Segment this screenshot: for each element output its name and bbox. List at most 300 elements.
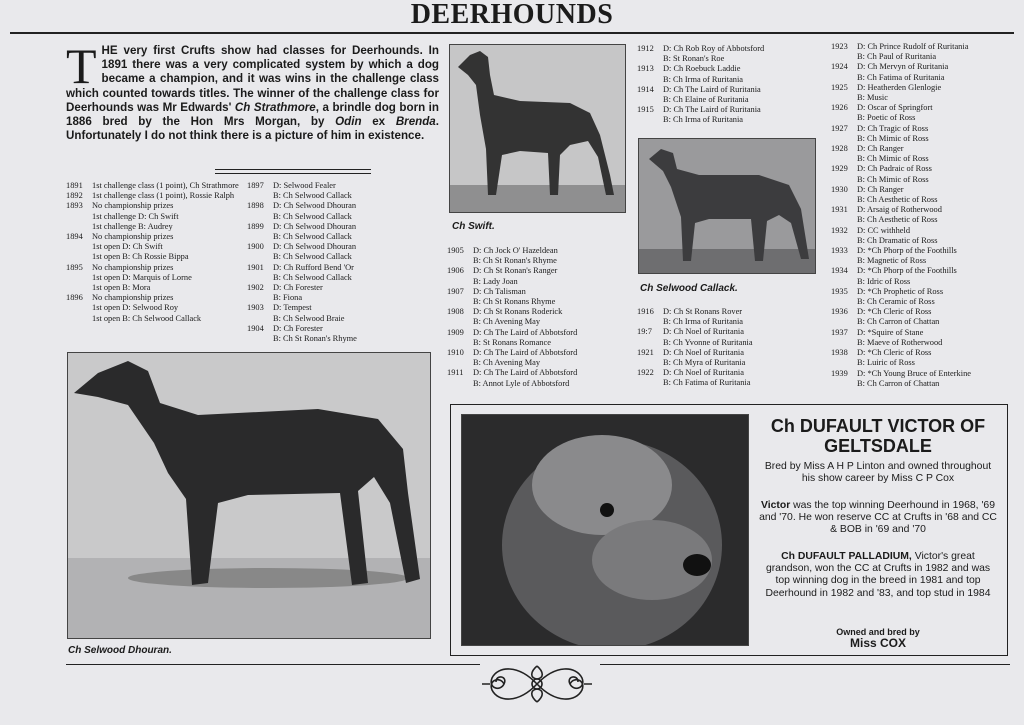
- result-year: 1902: [247, 283, 264, 293]
- result-entry: [447, 297, 627, 307]
- caption-ch-selwood-dhouran: Ch Selwood Dhouran.: [68, 645, 172, 656]
- result-year: 1898: [247, 201, 264, 211]
- result-entry: [447, 379, 627, 389]
- result-text: D: *Ch Prophetic of Ross: [857, 286, 944, 296]
- result-text: B: Ch Selwood Callack: [273, 232, 352, 242]
- victor-text: was the top winning Deerhound in 1968, '69 and '70. He won reserve CC at Crufts in '68 and CC & BOB in '69 and '70: [759, 500, 997, 536]
- result-year: [831, 358, 857, 368]
- result-year: 1893: [66, 201, 83, 211]
- result-year: 1924: [831, 62, 848, 72]
- result-year: 1901: [247, 262, 264, 272]
- intro-italic-2: Odin: [335, 115, 362, 129]
- result-entry: [831, 297, 1021, 307]
- feature-owned-label: Owned and bred by: [836, 627, 920, 637]
- result-year: [831, 73, 857, 83]
- result-year: 1932: [831, 225, 848, 235]
- result-entry: [66, 212, 246, 222]
- result-text: B: Annot Lyle of Abbotsford: [473, 378, 570, 388]
- result-text: D: *Ch Young Bruce of Enterkine: [857, 368, 971, 378]
- result-year: [831, 277, 857, 287]
- result-year: 1925: [831, 82, 848, 92]
- result-entry: [447, 368, 627, 378]
- result-text: B: Lady Joan: [473, 276, 518, 286]
- result-entry: [66, 181, 246, 191]
- result-year: [247, 212, 273, 222]
- result-year: [247, 273, 273, 283]
- result-text: D: Ch The Laird of Abbotsford: [473, 368, 578, 378]
- intro-text-1: HE very first Crufts show had classes for Deerhounds. In 1891 there was a very complicated system by which a dog became a champion, and it was wins in the challenge class which counted towards titles. The winner of the challenge class for Deerhounds was Mr Edwards': [66, 44, 439, 114]
- result-year: 1903: [247, 303, 264, 313]
- result-year: 19:7: [637, 327, 652, 337]
- result-entry: [247, 293, 442, 303]
- result-text: D: *Ch Cleric of Ross: [857, 348, 932, 358]
- result-text: D: Ch Rufford Bend 'Or: [273, 262, 354, 272]
- result-year: 1891: [66, 181, 83, 190]
- result-text: D: Heatherden Glenlogie: [857, 82, 942, 92]
- result-year: [831, 256, 857, 266]
- result-year: [247, 252, 273, 262]
- result-text: B: Ch Carron of Chattan: [857, 378, 940, 388]
- result-text: B: Ch Avening May: [473, 358, 541, 368]
- result-year: [247, 334, 273, 344]
- result-entry: [247, 222, 442, 232]
- result-year: [637, 95, 663, 105]
- result-entry: [831, 52, 1021, 62]
- result-year: 1931: [831, 205, 848, 215]
- result-entry: [66, 252, 246, 262]
- result-entry: [247, 232, 442, 242]
- result-year: [247, 232, 273, 242]
- result-entry: [66, 232, 246, 242]
- result-text: 1st open B: Mora: [92, 283, 151, 293]
- result-text: D: Tempest: [273, 303, 312, 313]
- result-entry: [831, 195, 1021, 205]
- result-text: D: Ch Ranger: [857, 184, 904, 194]
- result-text: B: Ch Elaine of Ruritania: [663, 95, 749, 105]
- result-entry: [447, 246, 627, 256]
- result-entry: [66, 201, 246, 211]
- feature-victor-paragraph: [759, 500, 997, 537]
- result-year: 1900: [247, 242, 264, 252]
- result-text: D: Ch Noel of Ruritania: [663, 327, 744, 337]
- intro-rule-2: [215, 173, 371, 174]
- result-text: B: Magnetic of Ross: [857, 256, 927, 266]
- result-text: 1st challenge D: Ch Swift: [92, 211, 179, 221]
- feature-title: Ch DUFAULT VICTOR OF GELTSDALE: [770, 416, 986, 456]
- result-text: D: Selwood Fealer: [273, 181, 336, 190]
- result-text: B: Ch St Ronan's Rhyme: [473, 256, 557, 266]
- result-entry: [831, 154, 1021, 164]
- result-text: D: Ch Noel of Ruritania: [663, 368, 744, 378]
- result-text: D: Ch St Ronans Rover: [663, 307, 743, 316]
- result-entry: [66, 314, 246, 324]
- result-year: 1939: [831, 368, 848, 378]
- result-year: [637, 115, 663, 125]
- result-year: [637, 75, 663, 85]
- result-text: D: Ch Noel of Ruritania: [663, 347, 744, 357]
- feature-owner: Miss COX: [849, 636, 906, 650]
- result-entry: [66, 191, 246, 201]
- result-text: D: Ch Padraic of Ross: [857, 164, 932, 174]
- result-entry: [831, 236, 1021, 246]
- intro-paragraph: [66, 38, 439, 143]
- result-year: [831, 134, 857, 144]
- result-year: 1909: [447, 327, 464, 337]
- result-year: 1914: [637, 84, 654, 94]
- result-text: D: Ch Rob Roy of Abbotsford: [663, 44, 765, 53]
- result-year: [66, 252, 92, 262]
- result-entry: [831, 266, 1021, 276]
- result-text: D: Ch The Laird of Abbotsford: [473, 348, 578, 358]
- result-text: D: Ch The Laird of Ruritania: [663, 84, 761, 94]
- result-year: [831, 317, 857, 327]
- result-year: [447, 379, 473, 389]
- result-entry: [831, 369, 1021, 379]
- result-year: 1936: [831, 307, 848, 317]
- result-entry: [447, 266, 627, 276]
- result-text: B: Ch Yvonne of Ruritania: [663, 337, 753, 347]
- result-text: B: St Ronans Romance: [473, 337, 551, 347]
- result-year: [247, 314, 273, 324]
- result-entry: [247, 263, 442, 273]
- result-text: No championship prizes: [92, 201, 174, 211]
- feature-palladium-paragraph: [759, 551, 997, 600]
- result-text: D: Ch Selwood Dhouran: [273, 201, 357, 211]
- result-entry: [831, 379, 1021, 389]
- result-year: 1928: [831, 144, 848, 154]
- result-text: D: Ch Forester: [273, 283, 323, 293]
- intro-rule: [215, 169, 371, 170]
- result-text: 1st challenge B: Audrey: [92, 221, 173, 231]
- result-entry: [66, 273, 246, 283]
- result-year: [831, 154, 857, 164]
- result-text: D: Ch Selwood Dhouran: [273, 242, 357, 252]
- result-entry: [831, 328, 1021, 338]
- result-year: [447, 256, 473, 266]
- result-entry: [247, 303, 442, 313]
- result-text: D: Ch Forester: [273, 323, 323, 333]
- result-entry: [247, 212, 442, 222]
- result-entry: [831, 256, 1021, 266]
- result-year: 1896: [66, 293, 83, 303]
- result-entry: [447, 307, 627, 317]
- result-text: D: Ch Talisman: [473, 286, 526, 296]
- result-year: [447, 338, 473, 348]
- result-entry: [831, 103, 1021, 113]
- result-entry: [447, 256, 627, 266]
- caption-ch-selwood-callack: Ch Selwood Callack.: [640, 283, 738, 294]
- results-column-1891: [66, 181, 246, 324]
- photo-ch-selwood-callack: [638, 138, 816, 274]
- result-entry: [637, 307, 827, 317]
- result-text: B: St Ronan's Roe: [663, 54, 725, 64]
- footer-rule-left: [66, 664, 480, 665]
- result-year: [831, 113, 857, 123]
- result-year: [66, 212, 92, 222]
- result-year: [66, 273, 92, 283]
- result-year: [447, 358, 473, 368]
- result-year: [66, 314, 92, 324]
- result-text: B: Ch Avening May: [473, 317, 541, 327]
- result-year: [637, 358, 663, 368]
- result-year: [831, 379, 857, 389]
- result-entry: [831, 277, 1021, 287]
- result-year: [447, 297, 473, 307]
- result-year: [637, 317, 663, 327]
- result-entry: [831, 73, 1021, 83]
- result-text: 1st open D: Selwood Roy: [92, 303, 179, 313]
- result-entry: [637, 317, 827, 327]
- result-entry: [637, 44, 827, 54]
- photo-ch-selwood-dhouran: [67, 352, 431, 639]
- result-entry: [831, 317, 1021, 327]
- result-year: [831, 52, 857, 62]
- result-entry: [831, 338, 1021, 348]
- result-entry: [831, 124, 1021, 134]
- result-year: 1926: [831, 103, 848, 113]
- result-text: D: Ch The Laird of Ruritania: [663, 105, 761, 115]
- result-entry: [247, 283, 442, 293]
- result-year: [831, 297, 857, 307]
- result-entry: [831, 144, 1021, 154]
- result-year: 1933: [831, 246, 848, 256]
- result-entry: [831, 215, 1021, 225]
- result-entry: [447, 358, 627, 368]
- result-year: [831, 195, 857, 205]
- result-text: D: Arsaig of Rotherwood: [857, 205, 942, 215]
- result-entry: [247, 334, 442, 344]
- result-text: D: *Ch Cleric of Ross: [857, 307, 932, 317]
- result-text: D: *Squire of Stane: [857, 327, 924, 337]
- result-entry: [247, 201, 442, 211]
- result-entry: [66, 242, 246, 252]
- result-text: 1st challenge class (1 point), Ch Strathmore: [92, 181, 239, 190]
- result-text: No championship prizes: [92, 262, 174, 272]
- result-entry: [831, 42, 1021, 52]
- result-text: B: Ch Selwood Callack: [273, 252, 352, 262]
- result-year: [831, 236, 857, 246]
- title-rule: [10, 32, 1014, 34]
- result-entry: [637, 358, 827, 368]
- result-entry: [831, 113, 1021, 123]
- result-entry: [637, 105, 827, 115]
- result-year: [66, 283, 92, 293]
- result-entry: [637, 378, 827, 388]
- result-year: 1906: [447, 266, 464, 276]
- results-column-1905: [447, 246, 627, 389]
- result-year: [247, 293, 273, 303]
- result-entry: [66, 293, 246, 303]
- result-year: 1927: [831, 123, 848, 133]
- result-year: 1908: [447, 307, 464, 317]
- intro-text-4: . Unfortunately I do not think there is a picture of him in existence.: [66, 115, 439, 143]
- intro-italic-1: Ch Strathmore: [234, 100, 316, 114]
- result-text: D: Ch Mervyn of Ruritania: [857, 62, 949, 72]
- result-year: 1895: [66, 262, 83, 272]
- result-text: B: Ch Selwood Callack: [273, 191, 352, 201]
- result-entry: [831, 205, 1021, 215]
- result-text: D: Ch Roebuck Laddie: [663, 64, 741, 74]
- result-year: 1913: [637, 64, 654, 74]
- result-entry: [447, 277, 627, 287]
- intro-text-3: ex: [361, 115, 396, 129]
- result-text: B: Ch Fatima of Ruritania: [857, 72, 945, 82]
- result-entry: [637, 338, 827, 348]
- result-text: B: Ch Mimic of Ross: [857, 174, 929, 184]
- result-text: D: Ch Jock O' Hazeldean: [473, 246, 558, 255]
- result-text: 1st open D: Marquis of Lorne: [92, 272, 192, 282]
- result-entry: [637, 85, 827, 95]
- result-entry: [447, 338, 627, 348]
- result-year: 1894: [66, 232, 83, 242]
- result-text: B: Ch St Ronans Rhyme: [473, 297, 556, 307]
- result-entry: [831, 93, 1021, 103]
- result-entry: [831, 307, 1021, 317]
- result-entry: [247, 242, 442, 252]
- result-year: 1935: [831, 286, 848, 296]
- result-text: 1st open B: Ch Selwood Callack: [92, 313, 202, 323]
- result-entry: [447, 328, 627, 338]
- result-entry: [831, 83, 1021, 93]
- result-entry: [831, 164, 1021, 174]
- result-text: B: Ch Paul of Ruritania: [857, 52, 937, 62]
- result-entry: [637, 75, 827, 85]
- result-year: 1934: [831, 266, 848, 276]
- result-year: 1922: [637, 368, 654, 378]
- result-text: B: Maeve of Rotherwood: [857, 337, 943, 347]
- results-column-1912: [637, 44, 827, 126]
- result-entry: [247, 252, 442, 262]
- result-text: B: Ch Selwood Braie: [273, 313, 345, 323]
- photo-dufault-victor: [461, 414, 749, 646]
- palladium-name: Ch DUFAULT PALLADIUM,: [781, 551, 912, 562]
- result-text: B: Ch Aesthetic of Ross: [857, 215, 938, 225]
- result-entry: [831, 62, 1021, 72]
- result-text: D: Ch St Ronan's Ranger: [473, 266, 558, 276]
- result-year: 1921: [637, 347, 654, 357]
- result-text: B: Poetic of Ross: [857, 113, 916, 123]
- drop-cap: T: [66, 38, 97, 94]
- result-year: 1912: [637, 44, 654, 53]
- result-text: B: Ch Ceramic of Ross: [857, 297, 935, 307]
- result-text: 1st open B: Ch Rossie Bippa: [92, 252, 189, 262]
- result-year: [637, 54, 663, 64]
- result-entry: [831, 287, 1021, 297]
- result-text: B: Ch Dramatic of Ross: [857, 235, 938, 245]
- result-entry: [447, 317, 627, 327]
- result-entry: [637, 54, 827, 64]
- result-text: B: Luiric of Ross: [857, 358, 915, 368]
- result-text: B: Idric of Ross: [857, 276, 911, 286]
- result-year: 1923: [831, 42, 848, 51]
- footer-rule-right: [600, 664, 1010, 665]
- result-year: [447, 317, 473, 327]
- result-entry: [637, 115, 827, 125]
- result-entry: [831, 226, 1021, 236]
- result-entry: [637, 95, 827, 105]
- result-entry: [66, 222, 246, 232]
- palladium-text: Victor's great grandson, won the CC at Crufts in 1982 and was top winning dog in the breed in 1981 and top Deerhound in 1982 and '83, and top stud in 1984: [765, 551, 991, 599]
- result-year: [637, 338, 663, 348]
- result-year: [637, 378, 663, 388]
- result-text: B: Ch St Ronan's Rhyme: [273, 334, 357, 344]
- result-text: D: Ch Prince Rudolf of Ruritania: [857, 42, 969, 51]
- result-text: B: Ch Irma of Ruritania: [663, 115, 744, 125]
- result-entry: [247, 181, 442, 191]
- result-entry: [831, 358, 1021, 368]
- result-year: [831, 338, 857, 348]
- result-text: B: Ch Carron of Chattan: [857, 317, 940, 327]
- result-entry: [66, 303, 246, 313]
- victor-name: Victor: [760, 500, 791, 511]
- result-text: 1st open D: Ch Swift: [92, 242, 163, 252]
- result-year: 1899: [247, 221, 264, 231]
- result-year: [447, 277, 473, 287]
- result-entry: [637, 64, 827, 74]
- intro-text-2: , a brindle dog born in 1886 bred by the Hon Mrs Morgan, by: [66, 100, 439, 129]
- result-year: [831, 93, 857, 103]
- caption-ch-swift: Ch Swift.: [452, 221, 495, 232]
- result-year: 1905: [447, 246, 464, 255]
- result-year: [831, 215, 857, 225]
- feature-bred-text: Bred by Miss A H P Linton and owned throughout his show career by Miss C P Cox: [764, 461, 992, 485]
- results-column-1916: [637, 307, 827, 389]
- result-text: D: *Ch Phorp of the Foothills: [857, 266, 957, 276]
- result-entry: [637, 327, 827, 337]
- result-text: B: Ch Selwood Callack: [273, 211, 352, 221]
- result-year: 1904: [247, 323, 264, 333]
- result-text: D: Oscar of Springfort: [857, 103, 933, 113]
- result-year: 1907: [447, 286, 464, 296]
- result-entry: [247, 273, 442, 283]
- result-year: 1937: [831, 327, 848, 337]
- result-text: B: Fiona: [273, 293, 303, 303]
- result-entry: [637, 348, 827, 358]
- result-year: 1916: [637, 307, 654, 316]
- result-year: 1897: [247, 181, 264, 190]
- result-entry: [247, 324, 442, 334]
- result-text: B: Ch Myra of Ruritania: [663, 358, 746, 368]
- result-year: 1892: [66, 191, 83, 201]
- result-text: D: Ch Ranger: [857, 144, 904, 154]
- result-year: 1911: [447, 368, 464, 378]
- result-year: [66, 303, 92, 313]
- result-text: 1st challenge class (1 point), Rossie Ralph: [92, 191, 235, 201]
- page-title: DEERHOUNDS: [410, 0, 614, 30]
- scroll-ornament: [478, 658, 596, 715]
- result-text: D: Ch Tragic of Ross: [857, 123, 929, 133]
- result-text: B: Ch Aesthetic of Ross: [857, 195, 938, 205]
- result-year: 1915: [637, 105, 654, 115]
- intro-italic-3: Brenda: [395, 115, 436, 129]
- result-entry: [831, 246, 1021, 256]
- result-text: No championship prizes: [92, 293, 174, 303]
- result-text: D: *Ch Phorp of the Foothills: [857, 246, 957, 256]
- result-text: B: Ch Selwood Callack: [273, 272, 352, 282]
- result-year: [247, 191, 273, 201]
- result-entry: [66, 263, 246, 273]
- result-year: 1910: [447, 348, 464, 358]
- result-entry: [831, 134, 1021, 144]
- result-text: B: Ch Irma of Ruritania: [663, 74, 744, 84]
- result-year: [831, 175, 857, 185]
- result-year: [66, 222, 92, 232]
- results-column-1897: [247, 181, 442, 344]
- result-text: D: Ch The Laird of Abbotsford: [473, 327, 578, 337]
- result-text: D: CC withheld: [857, 225, 911, 235]
- result-text: B: Ch Mimic of Ross: [857, 154, 929, 164]
- result-entry: [831, 185, 1021, 195]
